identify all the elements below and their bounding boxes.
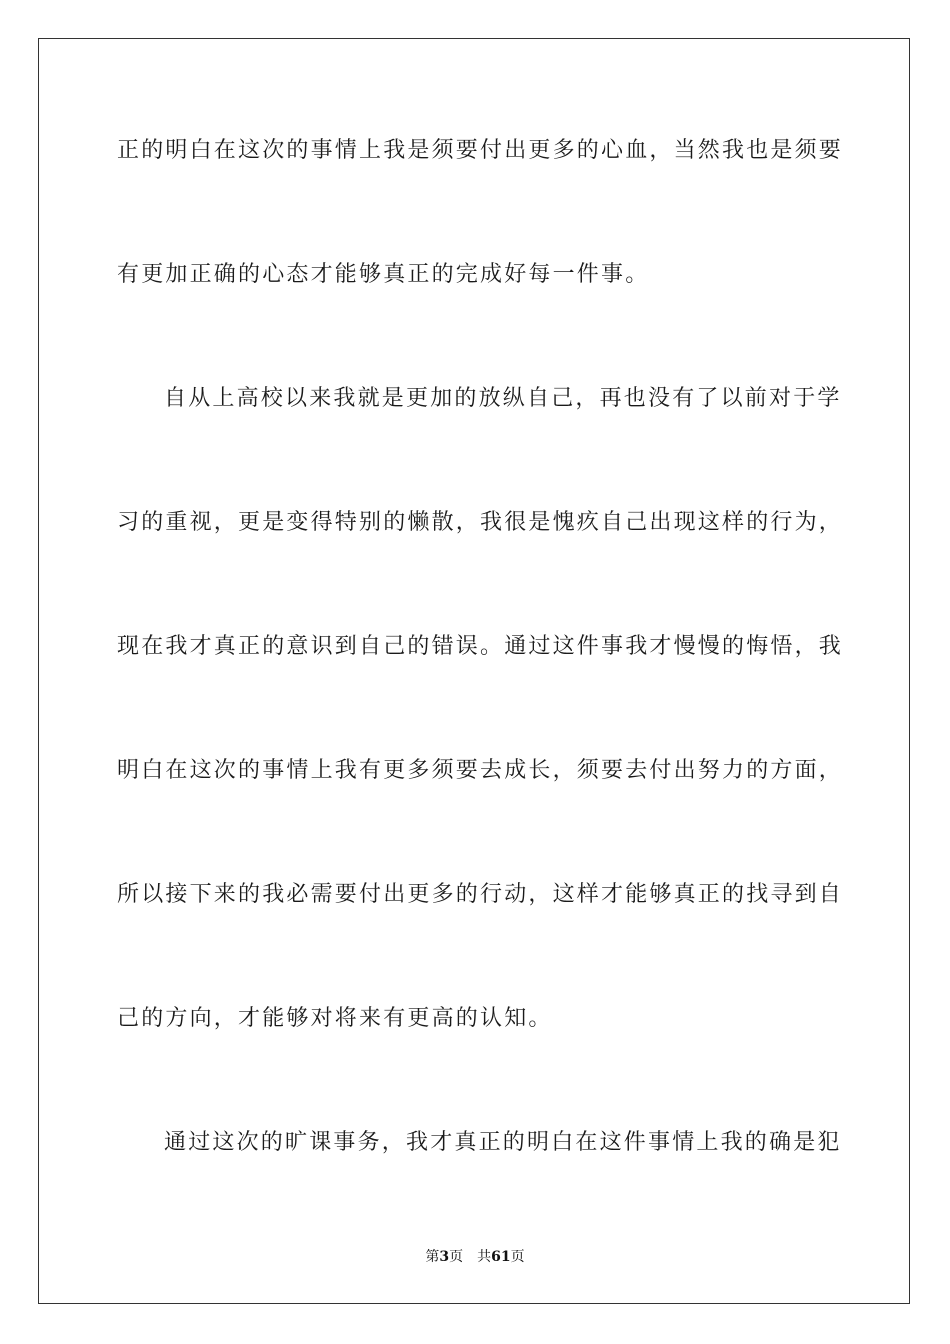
page-footer (0, 1248, 950, 1266)
text-line: 习的重视，更是变得特别的懒散，我很是愧疚自己出现这样的行为， (117, 510, 844, 535)
text-line: 有更加正确的心态才能够真正的完成好每一件事。 (117, 262, 650, 287)
page-number: 3 (439, 1249, 450, 1265)
text-line: 正的明白在这次的事情上我是须要付出更多的心血，当然我也是须要 (117, 138, 844, 163)
page-suffix: 页 (449, 1249, 464, 1265)
page-border (38, 38, 910, 1304)
total-prefix: 共 (477, 1249, 492, 1265)
text-line: 通过这次的旷课事务，我才真正的明白在这件事情上我的确是犯 (164, 1130, 842, 1155)
total-suffix: 页 (510, 1249, 525, 1265)
page-prefix: 第 (425, 1249, 440, 1265)
total-pages: 61 (491, 1249, 511, 1265)
text-line: 所以接下来的我必需要付出更多的行动，这样才能够真正的找寻到自 (117, 882, 844, 907)
text-line: 明白在这次的事情上我有更多须要去成长，须要去付出努力的方面， (117, 758, 844, 783)
text-line: 自从上高校以来我就是更加的放纵自己，再也没有了以前对于学 (164, 386, 842, 411)
text-line: 己的方向，才能够对将来有更高的认知。 (117, 1006, 553, 1031)
text-line: 现在我才真正的意识到自己的错误。通过这件事我才慢慢的悔悟，我 (117, 634, 844, 659)
